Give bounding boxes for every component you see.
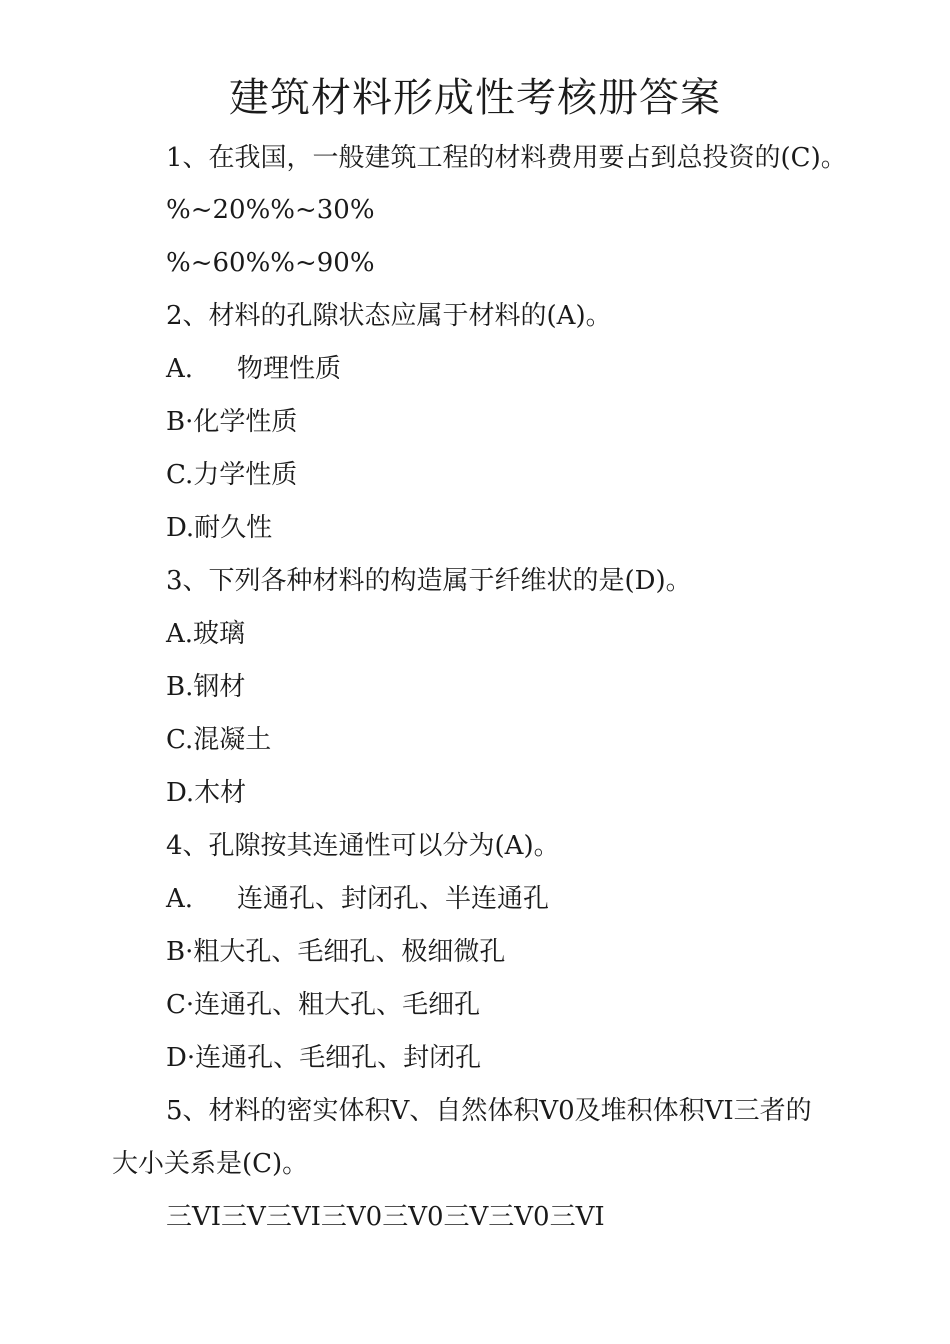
question-2-option-c: C.力学性质 — [166, 460, 298, 490]
question-4-option-a — [166, 881, 549, 917]
question-2-option-d: D.耐久性 — [166, 513, 273, 543]
option-a-letter: A. — [166, 884, 194, 914]
question-2: 2、材料的孔隙状态应属于材料的(A)。 — [166, 301, 612, 331]
document-title: 建筑材料形成性考核册答案 — [229, 75, 721, 121]
question-5: 5、材料的密实体积V、自然体积V0及堆积体积VI三者的 — [166, 1096, 812, 1126]
question-1-options-row-2: %~60%%~90% — [166, 248, 375, 278]
question-5-continued: 大小关系是(C)。 — [112, 1149, 309, 1179]
question-3-option-b: B.钢材 — [166, 672, 246, 702]
question-2-option-b: B·化学性质 — [166, 407, 298, 437]
question-3: 3、下列各种材料的构造属于纤维状的是(D)。 — [166, 566, 692, 596]
option-a-text: 连通孔、封闭孔、半连通孔 — [237, 884, 550, 914]
question-4-option-d: D·连通孔、毛细孔、封闭孔 — [166, 1043, 482, 1073]
question-3-option-c: C.混凝土 — [166, 725, 272, 755]
question-4-option-b: B·粗大孔、毛细孔、极细微孔 — [166, 937, 506, 967]
question-4: 4、孔隙按其连通性可以分为(A)。 — [166, 831, 560, 861]
question-1-options-row-1: %~20%%~30% — [166, 195, 375, 225]
question-2-option-a — [166, 351, 341, 387]
option-a-text: 物理性质 — [237, 354, 342, 384]
question-3-option-d: D.木材 — [166, 778, 247, 808]
question-5-options: 三VI三V三VI三V0三V0三V三V0三VI — [166, 1202, 605, 1232]
option-a-letter: A. — [166, 354, 194, 384]
question-3-option-a: A.玻璃 — [166, 619, 246, 649]
question-4-option-c: C·连通孔、粗大孔、毛细孔 — [166, 990, 481, 1020]
question-1: 1、在我国，一般建筑工程的材料费用要占到总投资的(C)。 — [166, 143, 847, 173]
